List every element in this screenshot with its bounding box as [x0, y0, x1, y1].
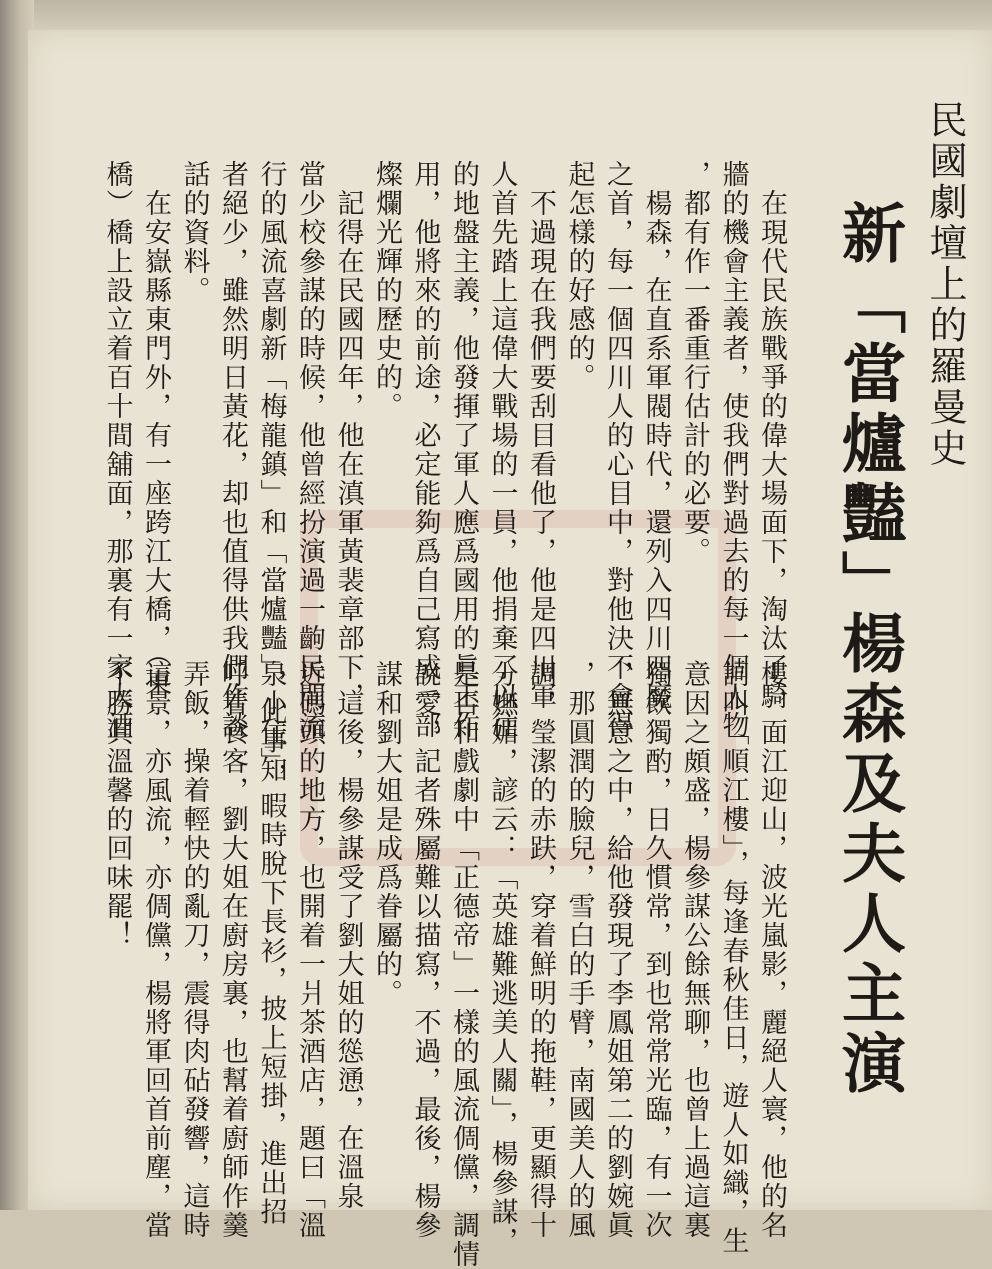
- series-title: 民國劇壇上的羅曼史: [923, 100, 967, 469]
- scan-top-edge: [0, 0, 992, 34]
- text-column: ，無意之中，給他發現了李鳳姐第二的劉婉眞: [602, 660, 633, 1240]
- text-column: 近碼頭的地方，也開着一爿茶酒店，題曰「溫: [294, 660, 325, 1240]
- text-column: 樓，面江迎山，波光嵐影，麗絕人寰，他的名: [756, 660, 787, 1240]
- text-column: 在安嶽縣東門外，有一座跨江大橋，（東: [140, 160, 171, 698]
- text-column: 牆的機會主義者，使我們對過去的每一個人物: [717, 160, 749, 740]
- text-column: 話的資料。: [178, 160, 210, 305]
- text-column: 這景，亦風流，亦倜儻，楊將軍回首前塵，當: [140, 660, 171, 1240]
- text-column: 不過現在我們要刮目看他了，他是四川軍: [525, 160, 556, 711]
- text-column: 橋）橋上設立着百十間舖面，那裏有一家大酒: [101, 160, 133, 740]
- text-column: 用，他將來的前途，必定能夠爲自己寫成一部: [409, 160, 441, 740]
- text-column: 行的風流喜劇新「梅龍鎮」和「當爐豔」，此事知: [255, 160, 287, 785]
- text-column: 之首，每一個四川人的心目中，對他決不會得: [602, 160, 633, 740]
- text-column: 弄飯，操着輕快的亂刀，震得肉砧發響，這時: [178, 660, 210, 1240]
- text-column: 說愛，記者殊屬難以描寫，不過，最後，楊參: [409, 660, 441, 1240]
- text-column: 人首先踏上這偉大戰場的一員，他捐棄了以往: [486, 160, 518, 740]
- text-column: 的地盤主義，他發揮了軍人應爲國用的眞正作: [448, 160, 479, 740]
- text-column: 起怎樣的好感的。: [563, 160, 595, 392]
- text-column: 獨飲獨酌，日久慣常，到也常常光臨，有一次: [640, 660, 672, 1240]
- text-column: ，都有作一番重行估計的必要。: [679, 160, 710, 566]
- text-column: 謀和劉大姐是成爲眷屬的。: [371, 660, 402, 1008]
- text-column: ，那圓潤的臉兒，雪白的手臂，南國美人的風: [563, 660, 595, 1240]
- text-column: 燦爛光輝的歷史的。: [371, 160, 402, 421]
- text-column: 泉小住」，暇時脫下長衫，披上短掛，進出招: [255, 660, 287, 1227]
- text-column: 意因之頗盛，楊參謀公餘無聊，也曾上過這裏: [679, 660, 710, 1240]
- text-column: 當少校參謀的時候，他曾經扮演過一齣民間流: [294, 160, 325, 740]
- text-column: 者絕少，雖然明日黃花，却也值得供我們作談: [217, 160, 248, 740]
- text-column: 詞叫「順江樓」，每逢春秋佳日，遊人如織，生: [717, 660, 749, 1256]
- text-column: 不勝其溫馨的回味罷！: [101, 660, 133, 950]
- headline-line-1: 新「當爐豔」: [831, 200, 906, 620]
- text-column: 這後，楊參謀受了劉大姐的慫慂，在溫泉: [332, 660, 364, 1211]
- text-column: 是否和戲劇中「正德帝」一樣的風流倜儻，調情: [448, 660, 479, 1269]
- headline-line-2: 楊森及夫人主演: [831, 610, 906, 1100]
- text-column: 呼着食客，劉大姐在廚房裏，也幫着廚師作羹: [217, 660, 248, 1240]
- text-column: 調，瑩潔的赤趺，穿着鮮明的拖鞋，更顯得十: [525, 660, 556, 1240]
- text-column: 楊森，在直系軍閥時代，還列入四川四魔: [640, 160, 672, 711]
- text-column: 在現代民族戰爭的偉大場面下，淘汰了騎: [756, 160, 787, 711]
- text-column: 記得在民國四年，他在滇軍黃裴章部下，: [332, 160, 364, 711]
- text-column: 分嫵媚，諺云：「英雄難逃美人關」，楊參謀，: [486, 660, 518, 1256]
